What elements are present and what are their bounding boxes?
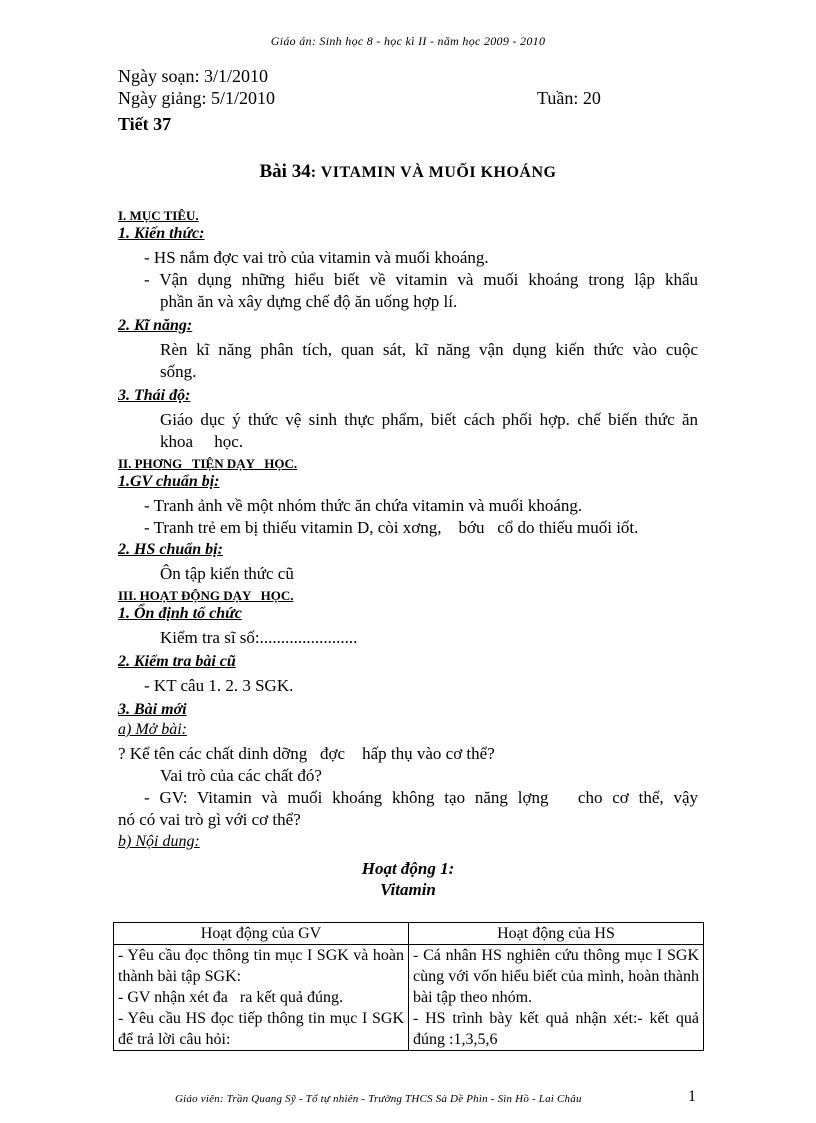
attendance-check: Kiểm tra sĩ số:....................... xyxy=(160,628,358,647)
teacher-prep-item-1: - Tranh ảnh về một nhóm thức ăn chứa vitamin và muối khoáng. xyxy=(144,496,583,515)
hs-line-1: - Cá nhân HS nghiên cứu thông mục I SGK cùng với vốn hiểu biết của mình, hoàn thành bài tập theo nhóm. xyxy=(413,947,699,1006)
page-number: 1 xyxy=(688,1088,696,1105)
opening-label: a) Mở bài: xyxy=(118,721,187,738)
subsection-skills: 2. Kĩ năng: xyxy=(118,317,193,334)
subsection-class-order: 1. Ổn định tổ chức xyxy=(118,605,242,622)
table-header-hs: Hoạt động của HS xyxy=(409,923,704,945)
subsection-teacher-prep: 1.GV chuẩn bị: xyxy=(118,473,220,490)
opening-question-1: ? Kể tên các chất dinh dỡng đợc hấp thụ vào cơ thể? xyxy=(118,744,495,763)
lesson-name: : VITAMIN VÀ MUỐI KHOÁNG xyxy=(310,164,557,181)
lesson-title xyxy=(0,160,816,184)
lesson-number: Bài 34 xyxy=(259,161,311,182)
activity-subtitle: Vitamin xyxy=(380,880,436,899)
opening-question-2: Vai trò của các chất đó? xyxy=(160,766,322,785)
page-footer: Giáo viên: Trần Quang Sỹ - Tổ tự nhiên - Trường THCS Sà Dề Phìn - Sìn Hồ - Lai Châu xyxy=(175,1093,582,1105)
knowledge-item-2b: phần ăn và xây dựng chế độ ăn uống hợp lí. xyxy=(160,292,458,311)
opening-gv-b: nó có vai trò gì với cơ thể? xyxy=(118,810,301,829)
subsection-knowledge: 1. Kiến thức: xyxy=(118,225,205,242)
table-row xyxy=(114,945,704,1051)
period-label: Tiết 37 xyxy=(118,114,172,134)
section-equipment: II. PHƠNG TIỆN DẠY HỌC. xyxy=(118,456,298,471)
lesson-content xyxy=(118,205,698,851)
gv-line-1: - Yêu cầu đọc thông tin mục I SGK và hoàn thành bài tập SGK: xyxy=(118,947,404,985)
opening-gv-a: - GV: Vitamin và muối khoáng không tạo năng lợng cho cơ thể, vậy xyxy=(144,788,698,807)
table-cell-gv xyxy=(114,945,409,1051)
subsection-student-prep: 2. HS chuẩn bị: xyxy=(118,541,223,558)
page-header: Giáo án: Sinh học 8 - học kì II - năm học 2009 - 2010 xyxy=(270,34,546,48)
attitude-item-b: khoa học. xyxy=(160,432,244,451)
gv-line-3: - Yêu cầu HS đọc tiếp thông tin mục I SGK để trả lời câu hỏi: xyxy=(118,1010,404,1048)
prep-date: Ngày soạn: 3/1/2010 xyxy=(118,66,268,86)
skills-item-a: Rèn kĩ năng phân tích, quan sát, kĩ năng vận dụng kiến thức vào cuộc xyxy=(160,340,698,359)
week-label: Tuần: 20 xyxy=(537,88,601,108)
table-cell-hs xyxy=(409,945,704,1051)
subsection-new-lesson: 3. Bài mới xyxy=(118,701,187,718)
hs-line-2: - HS trình bày kết quả nhận xét:- kết quả đúng :1,3,5,6 xyxy=(413,1010,699,1048)
attitude-item-a: Giáo dục ý thức vệ sinh thực phẩm, biết cách phối hợp. chế biến thức ăn xyxy=(160,410,698,429)
content-label: b) Nội dung: xyxy=(118,833,200,850)
gv-line-2: - GV nhận xét đa ra kết quả đúng. xyxy=(118,989,343,1006)
section-activities: III. HOẠT ĐỘNG DẠY HỌC. xyxy=(118,588,294,603)
section-objectives: I. MỤC TIÊU. xyxy=(118,208,199,223)
activity-table xyxy=(113,922,704,1051)
table-header-row xyxy=(114,923,704,945)
knowledge-item-2a: - Vận dụng những hiểu biết về vitamin và muối khoáng trong lập khẩu xyxy=(144,270,698,289)
subsection-attitude: 3. Thái độ: xyxy=(118,387,191,404)
teach-date: Ngày giảng: 5/1/2010 xyxy=(118,88,275,108)
activity-title: Hoạt động 1: xyxy=(361,859,455,878)
knowledge-item-1: - HS nắm đợc vai trò của vitamin và muối khoáng. xyxy=(144,248,489,267)
student-prep-item: Ôn tập kiến thức cũ xyxy=(160,564,294,583)
teacher-prep-item-2: - Tranh trẻ em bị thiếu vitamin D, còi xơng, bớu cổ do thiếu muối iốt. xyxy=(144,518,639,537)
subsection-old-lesson-check: 2. Kiểm tra bài cũ xyxy=(118,653,236,670)
skills-item-b: sống. xyxy=(160,362,197,381)
old-lesson-question: - KT câu 1. 2. 3 SGK. xyxy=(144,676,294,695)
table-header-gv: Hoạt động của GV xyxy=(114,923,409,945)
